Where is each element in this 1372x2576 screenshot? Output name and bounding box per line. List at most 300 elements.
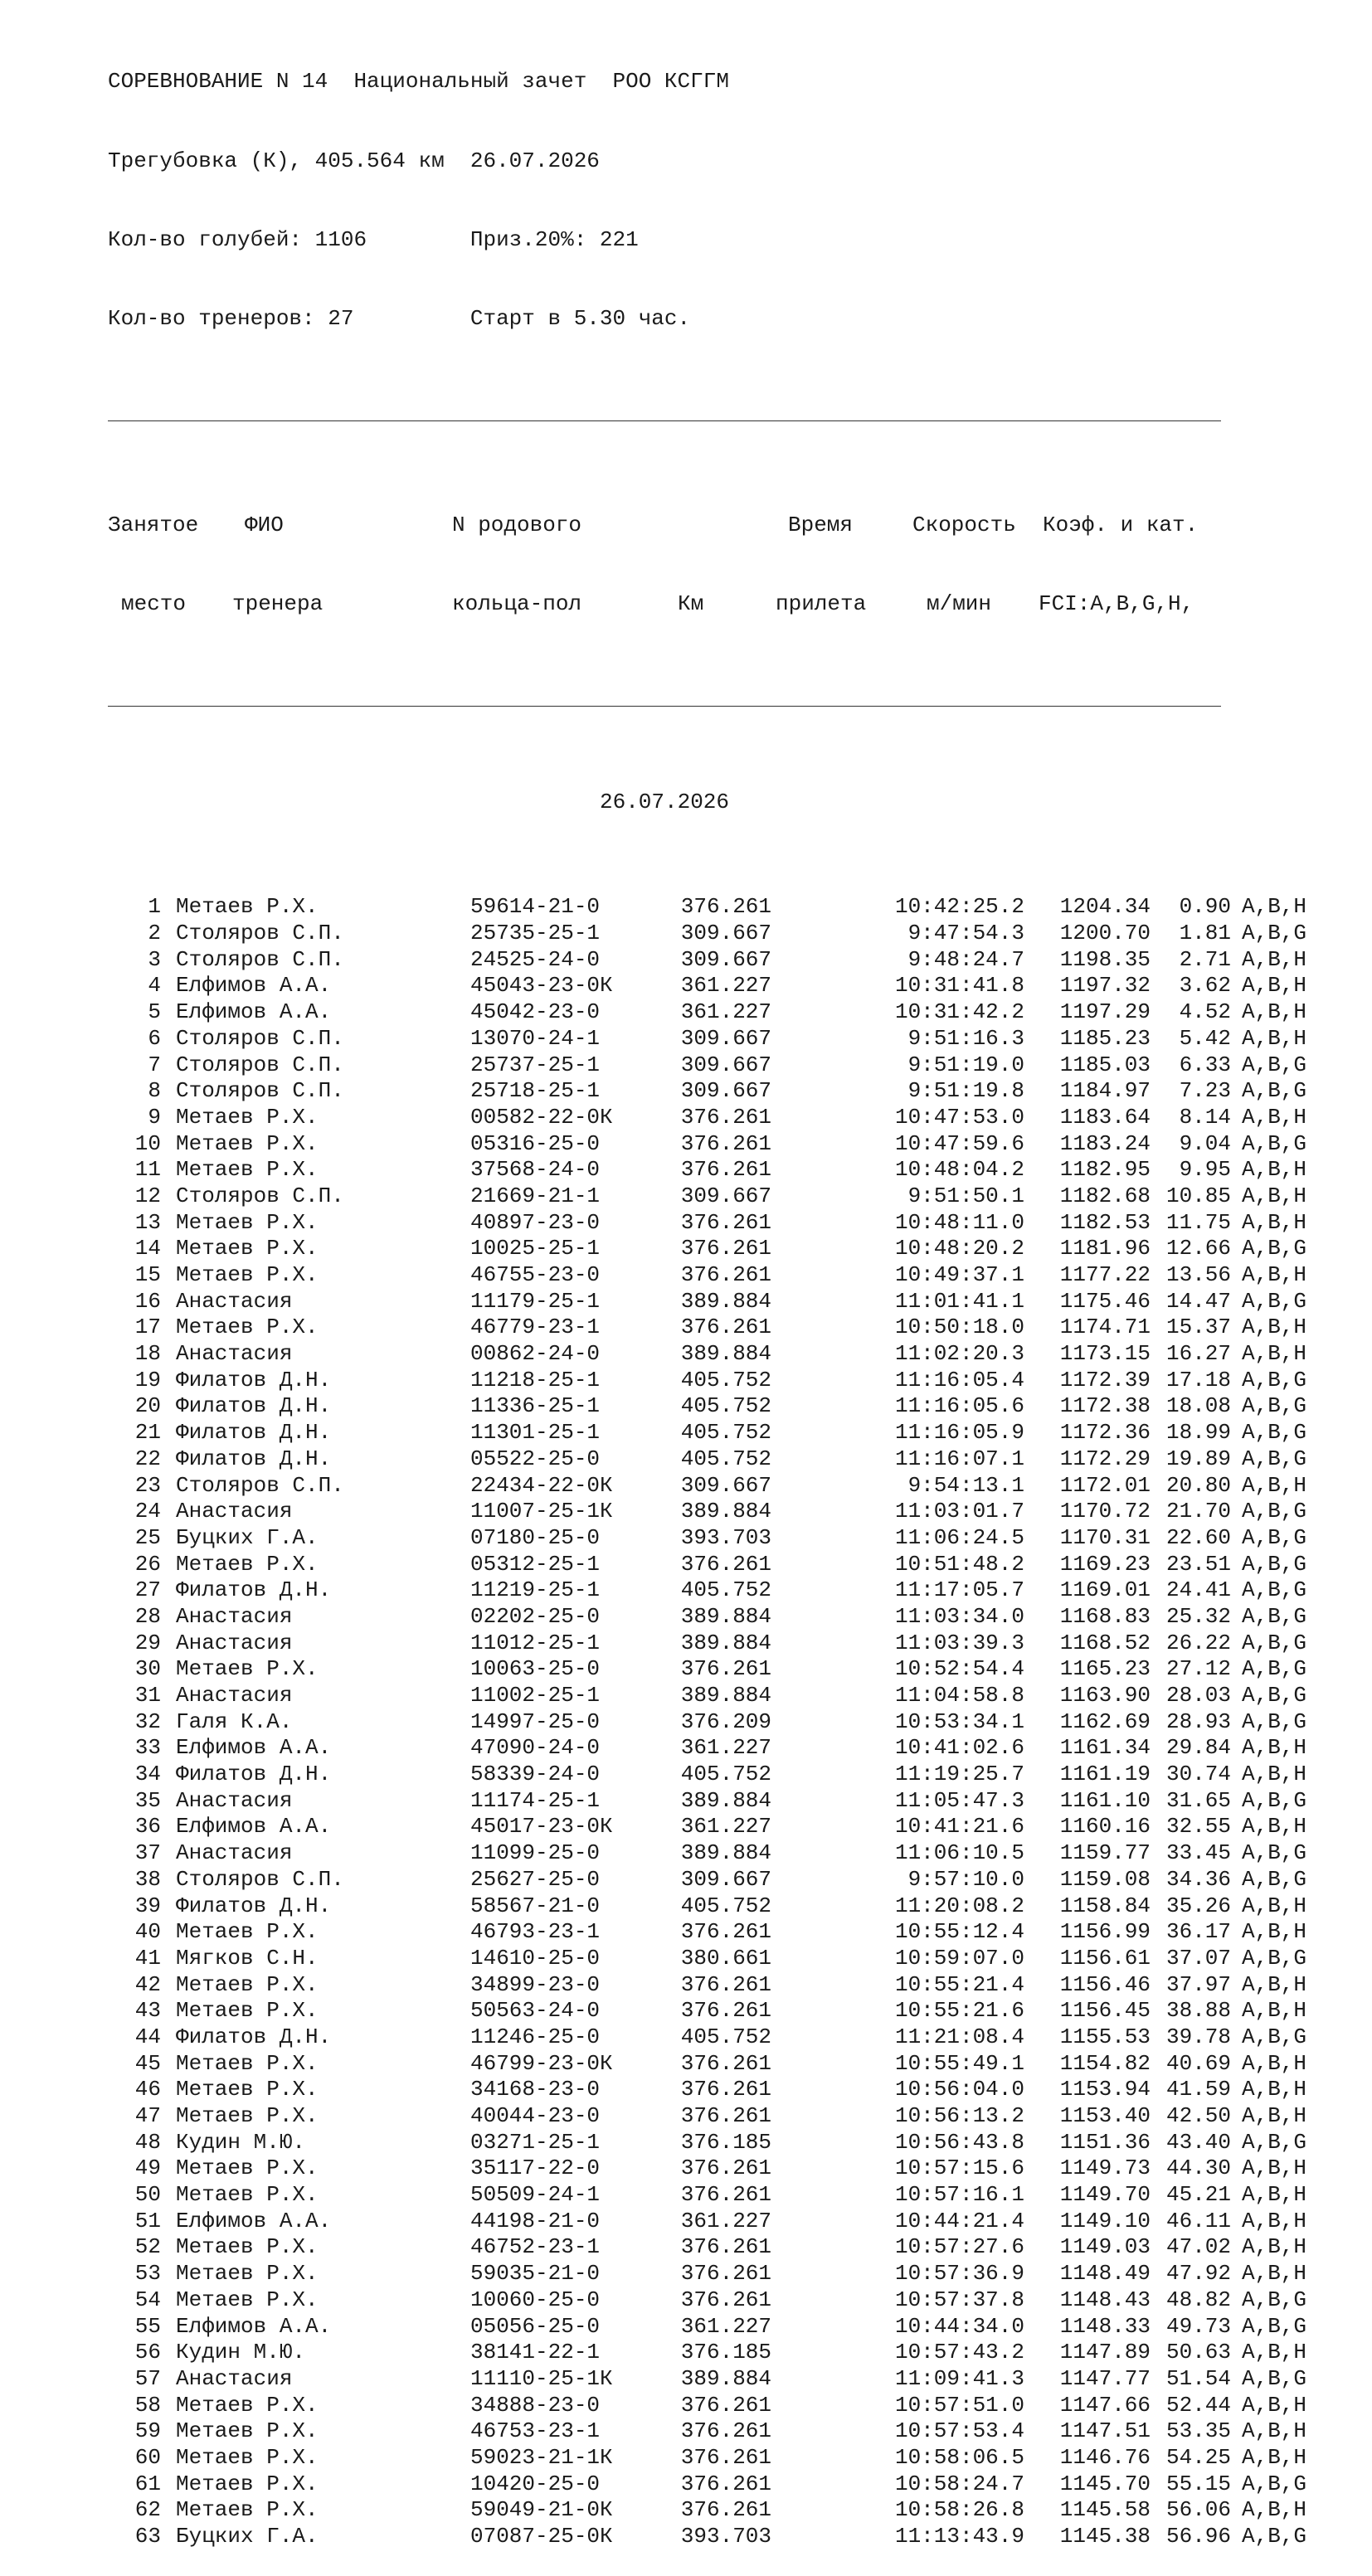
distance-km-cell: 376.261 [680, 1157, 771, 1183]
trainer-name-cell: Столяров С.П. [176, 1866, 344, 1892]
place-cell: 62 [134, 2497, 161, 2523]
place-cell: 56 [134, 2340, 161, 2365]
speed-cell: 1200.70 [1059, 921, 1151, 946]
ring-number-cell: 25627-25-0 [470, 1866, 601, 1892]
category-cell: A,B,H [1242, 1104, 1307, 1130]
speed-cell: 1168.52 [1059, 1630, 1151, 1655]
distance-km-cell: 405.752 [680, 1393, 771, 1419]
arrival-time-cell: 9:51:50.1 [907, 1183, 1024, 1208]
ring-number-cell: 25718-25-1 [470, 1078, 601, 1104]
distance-km-cell: 376.185 [680, 2129, 771, 2155]
place-cell: 51 [134, 2208, 161, 2233]
table-row [108, 1603, 1307, 1631]
trainer-name-cell: Анастасия [176, 2365, 293, 2391]
distance-km-cell: 376.261 [680, 894, 771, 920]
trainer-name-cell: Метаев Р.Х. [176, 2287, 319, 2312]
place-cell: 47 [134, 2103, 161, 2129]
trainer-name-cell: Буцких Г.А. [176, 1524, 319, 1550]
table-row [108, 2365, 1307, 2393]
speed-cell: 1172.29 [1059, 1446, 1151, 1471]
arrival-time-cell: 11:16:07.1 [894, 1446, 1024, 1471]
ring-number-cell: 07180-25-0 [470, 1524, 601, 1550]
coefficient-cell: 29.84 [1165, 1735, 1231, 1761]
col-speed-header: Скорость [912, 512, 1016, 537]
speed-cell: 1153.40 [1059, 2103, 1151, 2129]
arrival-time-cell: 10:41:21.6 [894, 1814, 1024, 1840]
speed-cell: 1149.10 [1059, 2208, 1151, 2233]
speed-cell: 1161.10 [1059, 1787, 1151, 1813]
table-row [108, 1446, 1307, 1473]
coefficient-cell: 19.89 [1165, 1446, 1231, 1471]
place-cell: 15 [134, 1262, 161, 1288]
speed-cell: 1161.34 [1059, 1735, 1151, 1761]
coefficient-cell: 9.95 [1179, 1157, 1231, 1183]
category-cell: A,B,G [1242, 2524, 1307, 2549]
place-cell: 27 [134, 1577, 161, 1603]
arrival-time-cell: 10:51:48.2 [894, 1551, 1024, 1577]
table-row [108, 2050, 1307, 2078]
col-speed-subheader: м/мин [927, 591, 992, 616]
ring-number-cell: 11174-25-1 [470, 1787, 601, 1813]
distance-km-cell: 405.752 [680, 1420, 771, 1446]
coefficient-cell: 18.99 [1165, 1420, 1231, 1446]
trainer-name-cell: Метаев Р.Х. [176, 1236, 319, 1261]
table-row [108, 2497, 1307, 2524]
category-cell: A,B,H [1242, 2340, 1307, 2365]
coefficient-cell: 22.60 [1165, 1524, 1231, 1550]
table-row [108, 2103, 1307, 2130]
trainer-name-cell: Филатов Д.Н. [176, 1762, 332, 1787]
category-cell: A,B,H [1242, 2182, 1307, 2208]
coefficient-cell: 56.06 [1165, 2497, 1231, 2523]
place-cell: 50 [134, 2182, 161, 2208]
speed-cell: 1172.36 [1059, 1420, 1151, 1446]
distance-km-cell: 380.661 [680, 1945, 771, 1971]
trainer-name-cell: Столяров С.П. [176, 1025, 344, 1051]
col-place-header: Занятое [108, 512, 199, 537]
category-cell: A,B,H [1242, 2418, 1307, 2444]
speed-cell: 1174.71 [1059, 1315, 1151, 1340]
arrival-time-cell: 10:49:37.1 [894, 1262, 1024, 1288]
speed-cell: 1172.39 [1059, 1367, 1151, 1392]
trainer-name-cell: Анастасия [176, 1288, 293, 1314]
column-header-row-1 [108, 513, 1221, 539]
trainer-name-cell: Метаев Р.Х. [176, 2077, 319, 2102]
coefficient-cell: 28.03 [1165, 1683, 1231, 1708]
competition-title: СОРЕВНОВАНИЕ N 14 Национальный зачет РОО КСГГМ [108, 69, 729, 95]
ring-number-cell: 25735-25-1 [470, 921, 601, 946]
table-row [108, 1499, 1307, 1525]
trainer-name-cell: Метаев Р.Х. [176, 2156, 319, 2181]
place-cell: 42 [134, 1971, 161, 1997]
trainer-name-cell: Метаев Р.Х. [176, 2497, 319, 2523]
ring-number-cell: 40044-23-0 [470, 2103, 601, 2129]
ring-number-cell: 10063-25-0 [470, 1656, 601, 1682]
distance-km-cell: 376.261 [680, 1104, 771, 1130]
arrival-time-cell: 11:19:25.7 [894, 1762, 1024, 1787]
distance-km-cell: 393.703 [680, 1524, 771, 1550]
category-cell: A,B,H [1242, 1341, 1307, 1367]
coefficient-cell: 31.65 [1165, 1787, 1231, 1813]
ring-number-cell: 38141-22-1 [470, 2340, 601, 2365]
category-cell: A,B,H [1242, 973, 1307, 999]
arrival-time-cell: 10:58:26.8 [894, 2497, 1024, 2523]
ring-number-cell: 50509-24-1 [470, 2182, 601, 2208]
table-row [108, 2208, 1307, 2235]
ring-number-cell: 14610-25-0 [470, 1945, 601, 1971]
trainer-name-cell: Елфимов А.А. [176, 2208, 332, 2233]
place-cell: 25 [134, 1524, 161, 1550]
arrival-time-cell: 9:48:24.7 [907, 946, 1024, 972]
distance-km-cell: 405.752 [680, 2024, 771, 2049]
arrival-time-cell: 10:59:07.0 [894, 1945, 1024, 1971]
trainer-name-cell: Метаев Р.Х. [176, 1551, 319, 1577]
arrival-time-cell: 10:56:43.8 [894, 2129, 1024, 2155]
table-row [108, 2234, 1307, 2261]
arrival-time-cell: 10:48:11.0 [894, 1209, 1024, 1235]
ring-number-cell: 11301-25-1 [470, 1420, 601, 1446]
coefficient-cell: 41.59 [1165, 2077, 1231, 2102]
trainer-name-cell: Метаев Р.Х. [176, 2444, 319, 2470]
distance-km-cell: 389.884 [680, 1840, 771, 1866]
table-row [108, 1630, 1307, 1657]
ring-number-cell: 11002-25-1 [470, 1683, 601, 1708]
distance-km-cell: 376.185 [680, 2340, 771, 2365]
trainer-name-cell: Столяров С.П. [176, 946, 344, 972]
trainer-name-cell: Метаев Р.Х. [176, 2103, 319, 2129]
arrival-time-cell: 10:48:04.2 [894, 1157, 1024, 1183]
table-row [108, 1341, 1307, 1368]
category-cell: A,B,H [1242, 1971, 1307, 1997]
results-table [108, 894, 1307, 2549]
arrival-time-cell: 10:55:21.4 [894, 1971, 1024, 1997]
speed-cell: 1147.89 [1059, 2340, 1151, 2365]
coefficient-cell: 10.85 [1165, 1183, 1231, 1208]
trainer-name-cell: Метаев Р.Х. [176, 894, 319, 920]
place-cell: 13 [134, 1209, 161, 1235]
column-header-row-2 [108, 591, 1221, 618]
coefficient-cell: 16.27 [1165, 1341, 1231, 1367]
coefficient-cell: 2.71 [1179, 946, 1231, 972]
ring-number-cell: 03271-25-1 [470, 2129, 601, 2155]
ring-number-cell: 34888-23-0 [470, 2392, 601, 2418]
distance-km-cell: 389.884 [680, 2365, 771, 2391]
category-cell: A,B,G [1242, 2129, 1307, 2155]
speed-cell: 1149.70 [1059, 2182, 1151, 2208]
speed-cell: 1161.19 [1059, 1762, 1151, 1787]
ring-number-cell: 11099-25-0 [470, 1840, 601, 1866]
table-row [108, 2471, 1307, 2498]
category-cell: A,B,H [1242, 1472, 1307, 1498]
ring-number-cell: 46793-23-1 [470, 1919, 601, 1945]
table-row [108, 1025, 1307, 1052]
coefficient-cell: 28.93 [1165, 1708, 1231, 1734]
category-cell: A,B,G [1242, 1866, 1307, 1892]
table-row [108, 1762, 1307, 1788]
table-row [108, 1866, 1307, 1893]
place-cell: 63 [134, 2524, 161, 2549]
place-cell: 41 [134, 1945, 161, 1971]
distance-km-cell: 389.884 [680, 1341, 771, 1367]
coefficient-cell: 44.30 [1165, 2156, 1231, 2181]
place-cell: 45 [134, 2050, 161, 2076]
trainer-name-cell: Метаев Р.Х. [176, 2392, 319, 2418]
place-cell: 7 [148, 1052, 161, 1077]
ring-number-cell: 46799-23-0К [470, 2050, 613, 2076]
speed-cell: 1170.72 [1059, 1499, 1151, 1524]
place-cell: 30 [134, 1656, 161, 1682]
trainer-name-cell: Метаев Р.Х. [176, 2471, 319, 2496]
table-row [108, 2287, 1307, 2314]
trainer-name-cell: Анастасия [176, 1683, 293, 1708]
speed-cell: 1163.90 [1059, 1683, 1151, 1708]
arrival-time-cell: 11:03:34.0 [894, 1603, 1024, 1629]
pigeon-count-line: Кол-во голубей: 1106 Приз.20%: 221 [108, 226, 639, 252]
coefficient-cell: 32.55 [1165, 1814, 1231, 1840]
trainer-name-cell: Анастасия [176, 1630, 293, 1655]
place-cell: 8 [148, 1078, 161, 1104]
place-cell: 58 [134, 2392, 161, 2418]
arrival-time-cell: 10:55:12.4 [894, 1919, 1024, 1945]
trainer-name-cell: Кудин М.Ю. [176, 2340, 306, 2365]
arrival-time-cell: 10:47:59.6 [894, 1130, 1024, 1156]
arrival-time-cell: 11:09:41.3 [894, 2365, 1024, 2391]
coefficient-cell: 39.78 [1165, 2024, 1231, 2049]
distance-km-cell: 376.261 [680, 1971, 771, 1997]
arrival-time-cell: 10:57:27.6 [894, 2234, 1024, 2260]
ring-number-cell: 34899-23-0 [470, 1971, 601, 1997]
coefficient-cell: 43.40 [1165, 2129, 1231, 2155]
distance-km-cell: 361.227 [680, 2208, 771, 2233]
distance-km-cell: 389.884 [680, 1603, 771, 1629]
place-cell: 32 [134, 1708, 161, 1734]
category-cell: A,B,G [1242, 1577, 1307, 1603]
date-separator: 26.07.2026 [599, 789, 730, 814]
category-cell: A,B,G [1242, 1708, 1307, 1734]
distance-km-cell: 376.261 [680, 2287, 771, 2312]
place-cell: 5 [148, 999, 161, 1025]
trainer-name-cell: Анастасия [176, 1787, 293, 1813]
place-cell: 37 [134, 1840, 161, 1866]
col-coef-header: Коэф. и кат. [1043, 512, 1199, 537]
trainer-name-cell: Столяров С.П. [176, 1183, 344, 1208]
arrival-time-cell: 10:57:15.6 [894, 2156, 1024, 2181]
trainer-name-cell: Филатов Д.Н. [176, 1393, 332, 1419]
table-row [108, 1104, 1307, 1131]
coefficient-cell: 51.54 [1165, 2365, 1231, 2391]
speed-cell: 1169.01 [1059, 1577, 1151, 1603]
ring-number-cell: 47090-24-0 [470, 1735, 601, 1761]
table-row [108, 1524, 1307, 1552]
ring-number-cell: 11110-25-1К [470, 2365, 613, 2391]
arrival-time-cell: 10:57:43.2 [894, 2340, 1024, 2365]
category-cell: A,B,H [1242, 946, 1307, 972]
table-row [108, 1840, 1307, 1867]
speed-cell: 1149.03 [1059, 2234, 1151, 2260]
distance-km-cell: 361.227 [680, 2313, 771, 2339]
coefficient-cell: 25.32 [1165, 1603, 1231, 1629]
place-cell: 4 [148, 973, 161, 999]
ring-number-cell: 10060-25-0 [470, 2287, 601, 2312]
distance-km-cell: 309.667 [680, 921, 771, 946]
distance-km-cell: 376.261 [680, 2103, 771, 2129]
ring-number-cell: 11007-25-1К [470, 1499, 613, 1524]
distance-km-cell: 376.261 [680, 2077, 771, 2102]
arrival-time-cell: 10:31:41.8 [894, 973, 1024, 999]
coefficient-cell: 11.75 [1165, 1209, 1231, 1235]
col-km-subheader: Км [678, 591, 704, 616]
trainer-name-cell: Елфимов А.А. [176, 2313, 332, 2339]
coefficient-cell: 8.14 [1179, 1104, 1231, 1130]
coefficient-cell: 30.74 [1165, 1762, 1231, 1787]
table-row [108, 2392, 1307, 2419]
distance-km-cell: 376.261 [680, 2392, 771, 2418]
arrival-time-cell: 11:16:05.4 [894, 1367, 1024, 1392]
speed-cell: 1197.29 [1059, 999, 1151, 1025]
category-cell: A,B,H [1242, 2103, 1307, 2129]
speed-cell: 1182.53 [1059, 1209, 1151, 1235]
col-ring-subheader: кольца-пол [452, 591, 582, 616]
category-cell: A,B,G [1242, 2471, 1307, 2496]
distance-km-cell: 376.261 [680, 1209, 771, 1235]
category-cell: A,B,H [1242, 1183, 1307, 1208]
place-cell: 61 [134, 2471, 161, 2496]
arrival-time-cell: 10:41:02.6 [894, 1735, 1024, 1761]
table-row [108, 973, 1307, 999]
distance-km-cell: 376.261 [680, 2471, 771, 2496]
arrival-time-cell: 10:58:06.5 [894, 2444, 1024, 2470]
category-cell: A,B,H [1242, 2208, 1307, 2233]
speed-cell: 1148.49 [1059, 2261, 1151, 2287]
table-row [108, 2077, 1307, 2103]
place-cell: 34 [134, 1762, 161, 1787]
category-cell: A,B,G [1242, 2365, 1307, 2391]
category-cell: A,B,G [1242, 1499, 1307, 1524]
ring-number-cell: 50563-24-0 [470, 1998, 601, 2024]
ring-number-cell: 59049-21-0К [470, 2497, 613, 2523]
table-row [108, 2340, 1307, 2366]
coefficient-cell: 48.82 [1165, 2287, 1231, 2312]
category-cell: A,B,G [1242, 1524, 1307, 1550]
arrival-time-cell: 10:42:25.2 [894, 894, 1024, 920]
coefficient-cell: 36.17 [1165, 1919, 1231, 1945]
place-cell: 24 [134, 1499, 161, 1524]
trainer-name-cell: Метаев Р.Х. [176, 1262, 319, 1288]
speed-cell: 1145.70 [1059, 2471, 1151, 2496]
speed-cell: 1155.53 [1059, 2024, 1151, 2049]
trainer-name-cell: Метаев Р.Х. [176, 1656, 319, 1682]
ring-number-cell: 35117-22-0 [470, 2156, 601, 2181]
coefficient-cell: 1.81 [1179, 921, 1231, 946]
distance-km-cell: 405.752 [680, 1446, 771, 1471]
trainer-name-cell: Галя К.А. [176, 1708, 293, 1734]
arrival-time-cell: 10:53:34.1 [894, 1708, 1024, 1734]
arrival-time-cell: 9:51:16.3 [907, 1025, 1024, 1051]
ring-number-cell: 11336-25-1 [470, 1393, 601, 1419]
place-cell: 26 [134, 1551, 161, 1577]
arrival-time-cell: 11:17:05.7 [894, 1577, 1024, 1603]
category-cell: A,B,H [1242, 2444, 1307, 2470]
category-cell: A,B,H [1242, 2392, 1307, 2418]
coefficient-cell: 54.25 [1165, 2444, 1231, 2470]
distance-km-cell: 309.667 [680, 946, 771, 972]
coefficient-cell: 27.12 [1165, 1656, 1231, 1682]
speed-cell: 1172.38 [1059, 1393, 1151, 1419]
ring-number-cell: 37568-24-0 [470, 1157, 601, 1183]
speed-cell: 1204.34 [1059, 894, 1151, 920]
table-row [108, 1262, 1307, 1289]
coefficient-cell: 20.80 [1165, 1472, 1231, 1498]
coefficient-cell: 13.56 [1165, 1262, 1231, 1288]
trainer-count-line: Кол-во тренеров: 27 Старт в 5.30 час. [108, 305, 691, 331]
place-cell: 39 [134, 1893, 161, 1918]
table-row [108, 1236, 1307, 1262]
category-cell: A,B,H [1242, 1814, 1307, 1840]
release-point-line: Трегубовка (К), 405.564 км 26.07.2026 [108, 148, 600, 173]
category-cell: A,B,H [1242, 1025, 1307, 1051]
distance-km-cell: 376.261 [680, 1919, 771, 1945]
speed-cell: 1172.01 [1059, 1472, 1151, 1498]
trainer-name-cell: Метаев Р.Х. [176, 2234, 319, 2260]
arrival-time-cell: 10:31:42.2 [894, 999, 1024, 1025]
coefficient-cell: 37.07 [1165, 1945, 1231, 1971]
col-ring-header: N родового [452, 512, 582, 537]
arrival-time-cell: 11:01:41.1 [894, 1288, 1024, 1314]
category-cell: A,B,H [1242, 2497, 1307, 2523]
speed-cell: 1198.35 [1059, 946, 1151, 972]
coefficient-cell: 47.92 [1165, 2261, 1231, 2287]
speed-cell: 1148.33 [1059, 2313, 1151, 2339]
speed-cell: 1147.51 [1059, 2418, 1151, 2444]
trainer-name-cell: Анастасия [176, 1603, 293, 1629]
table-row [108, 894, 1307, 921]
coefficient-cell: 53.35 [1165, 2418, 1231, 2444]
speed-cell: 1197.32 [1059, 973, 1151, 999]
place-cell: 19 [134, 1367, 161, 1392]
coefficient-cell: 52.44 [1165, 2392, 1231, 2418]
distance-km-cell: 389.884 [680, 1787, 771, 1813]
trainer-name-cell: Анастасия [176, 1341, 293, 1367]
trainer-name-cell: Филатов Д.Н. [176, 2024, 332, 2049]
table-row [108, 1367, 1307, 1394]
ring-number-cell: 46755-23-0 [470, 1262, 601, 1288]
ring-number-cell: 05522-25-0 [470, 1446, 601, 1471]
distance-km-cell: 405.752 [680, 1577, 771, 1603]
distance-km-cell: 361.227 [680, 973, 771, 999]
arrival-time-cell: 9:47:54.3 [907, 921, 1024, 946]
arrival-time-cell: 11:03:01.7 [894, 1499, 1024, 1524]
col-name-subheader: тренера [232, 591, 324, 616]
table-row [108, 2261, 1307, 2287]
table-row [108, 1183, 1307, 1210]
coefficient-cell: 6.33 [1179, 1052, 1231, 1077]
speed-cell: 1181.96 [1059, 1236, 1151, 1261]
arrival-time-cell: 10:57:36.9 [894, 2261, 1024, 2287]
distance-km-cell: 376.261 [680, 1656, 771, 1682]
table-row [108, 1683, 1307, 1709]
trainer-name-cell: Филатов Д.Н. [176, 1420, 332, 1446]
place-cell: 31 [134, 1683, 161, 1708]
arrival-time-cell: 10:48:20.2 [894, 1236, 1024, 1261]
speed-cell: 1184.97 [1059, 1078, 1151, 1104]
ring-number-cell: 24525-24-0 [470, 946, 601, 972]
speed-cell: 1148.43 [1059, 2287, 1151, 2312]
place-cell: 54 [134, 2287, 161, 2312]
table-row [108, 2313, 1307, 2340]
coefficient-cell: 24.41 [1165, 1577, 1231, 1603]
category-cell: A,B,G [1242, 1052, 1307, 1077]
table-row [108, 1420, 1307, 1446]
